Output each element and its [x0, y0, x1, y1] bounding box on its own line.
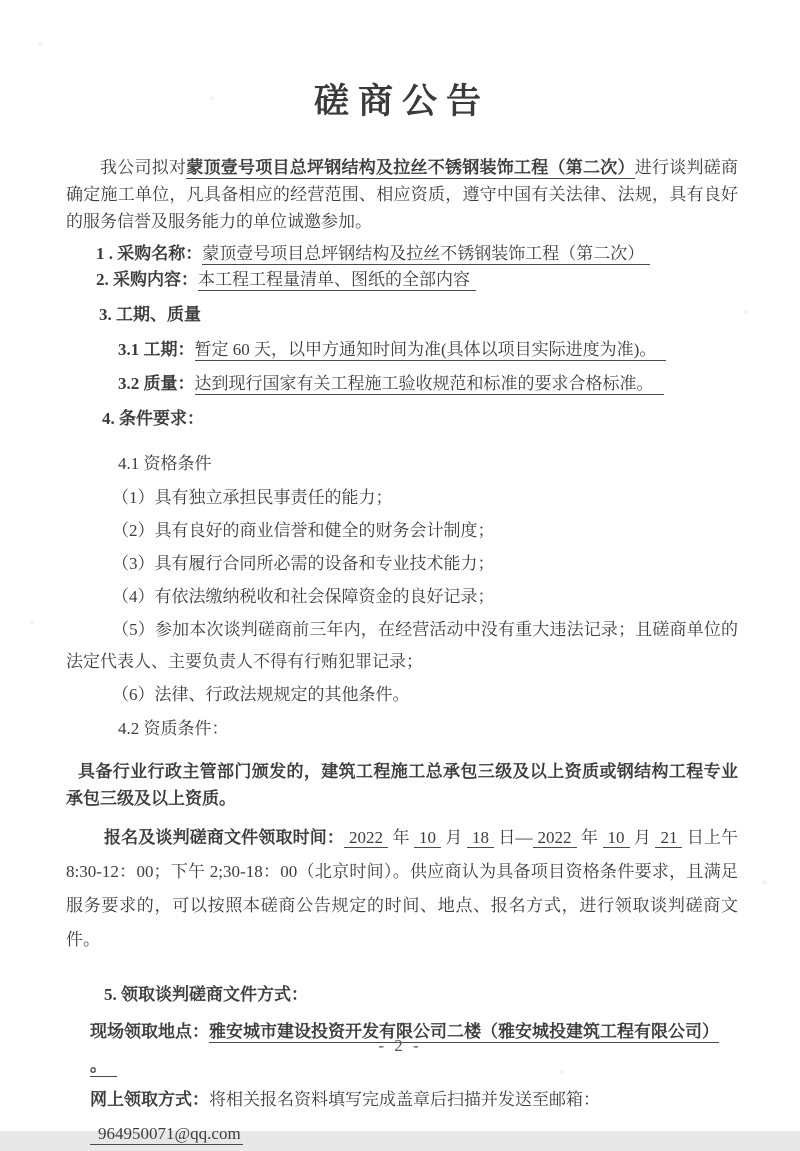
- quality-row: [118, 371, 738, 396]
- project-name-highlight: 蒙顶壹号项目总坪钢结构及拉丝不锈钢装饰工程（第二次）: [186, 158, 635, 177]
- qualification-item: （5）参加本次谈判磋商前三年内，在经营活动中没有重大违法记录；且磋商单位的法定代表人、主要负责人不得有行贿犯罪记录；: [66, 620, 738, 671]
- duration-label: 3.1 工期：: [118, 340, 195, 359]
- intro-paragraph: [66, 154, 738, 235]
- section4-heading: 4. 条件要求：: [102, 409, 204, 428]
- scan-speck: [38, 42, 43, 47]
- online-pickup-email: 964950071@qq.com: [90, 1124, 243, 1145]
- purchase-content-value: 本工程工程量清单、图纸的全部内容: [198, 270, 476, 291]
- signup-day1: 18: [467, 828, 494, 848]
- signup-sep4: 年: [580, 828, 599, 847]
- page-title: 磋商公告: [313, 82, 490, 121]
- scan-speck: [762, 880, 767, 885]
- signup-year1: 2022: [344, 828, 388, 848]
- site-pickup-value: 雅安城市建设投资开发有限公司二楼（雅安城投建筑工程有限公司） 。: [90, 1022, 719, 1075]
- site-pickup-label: 现场领取地点：: [90, 1022, 209, 1041]
- qualification-item: （4）有依法缴纳税收和社会保障资金的良好记录；: [112, 587, 495, 606]
- document-content: [66, 0, 738, 1151]
- intro-pre: 我公司拟对: [100, 158, 187, 177]
- license-requirement-paragraph: 具备行业行政主管部门颁发的，建筑工程施工总承包三级及以上资质或钢结构工程专业承包三级及以上资质。: [66, 762, 738, 808]
- duration-value: 暂定 60 天，以甲方通知时间为准(具体以项目实际进度为准)。: [195, 340, 667, 361]
- qualification-item: （2）具有良好的商业信誉和健全的财务会计制度；: [112, 521, 495, 540]
- page-number: - 2 -: [378, 1036, 422, 1055]
- quality-value: 达到现行国家有关工程施工验收规范和标准的要求合格标准。: [195, 374, 664, 395]
- online-pickup-text: 将相关报名资料填写完成盖章后扫描并发送至邮箱：: [209, 1090, 600, 1109]
- signup-time-paragraph: [66, 821, 738, 957]
- section3-heading: 3. 工期、质量: [99, 305, 201, 324]
- purchase-content-row: [96, 267, 738, 293]
- signup-sep3: 日—: [498, 828, 533, 847]
- signup-sep2: 月: [445, 828, 463, 847]
- online-pickup-label: 网上领取方式：: [90, 1090, 209, 1109]
- duration-row: [118, 337, 738, 362]
- signup-time-label: 报名及谈判磋商文件领取时间：: [104, 828, 345, 847]
- purchase-name-row: [96, 241, 738, 267]
- qualification-item: （6）法律、行政法规规定的其他条件。: [112, 685, 410, 704]
- section41-heading: 4.1 资格条件: [118, 454, 212, 473]
- purchase-name-label: 1 . 采购名称：: [96, 244, 203, 263]
- signup-day2: 21: [655, 828, 682, 848]
- section5-heading: 5. 领取谈判磋商文件方式：: [104, 985, 308, 1004]
- section42-heading: 4.2 资质条件：: [118, 719, 229, 738]
- qualification-item: （3）具有履行合同所必需的设备和专业技术能力；: [112, 554, 495, 573]
- scan-speck: [30, 620, 34, 624]
- purchase-name-value: 蒙顶壹号项目总坪钢结构及拉丝不锈钢装饰工程（第二次）: [202, 244, 650, 265]
- signup-month1: 10: [414, 828, 441, 848]
- quality-label: 3.2 质量：: [118, 374, 195, 393]
- scan-speck: [744, 310, 749, 314]
- signup-sep1: 年: [392, 828, 410, 847]
- intro-post: 进行谈判磋商确定施工单位，凡具备相应的经营范围、相应资质，遵守中国有关法律、法规，具有良好的服务信誉及服务能力的单位诚邀参加。: [66, 158, 738, 231]
- qualification-item: （1）具有独立承担民事责任的能力；: [112, 488, 393, 507]
- purchase-content-label: 2. 采购内容：: [96, 270, 198, 289]
- signup-month2: 10: [603, 828, 630, 848]
- online-pickup-row: [90, 1083, 738, 1151]
- signup-rest: 日上午 8:30-12：00；下午 2;30-18：00（北京时间）。供应商认为具备项目资格条件要求，且满足服务要求的，可以按照本磋商公告规定的时间、地点、报名方式，进行领取谈判磋商文件。: [66, 828, 739, 949]
- signup-sep5: 月: [633, 828, 652, 847]
- signup-year2: 2022: [533, 828, 577, 848]
